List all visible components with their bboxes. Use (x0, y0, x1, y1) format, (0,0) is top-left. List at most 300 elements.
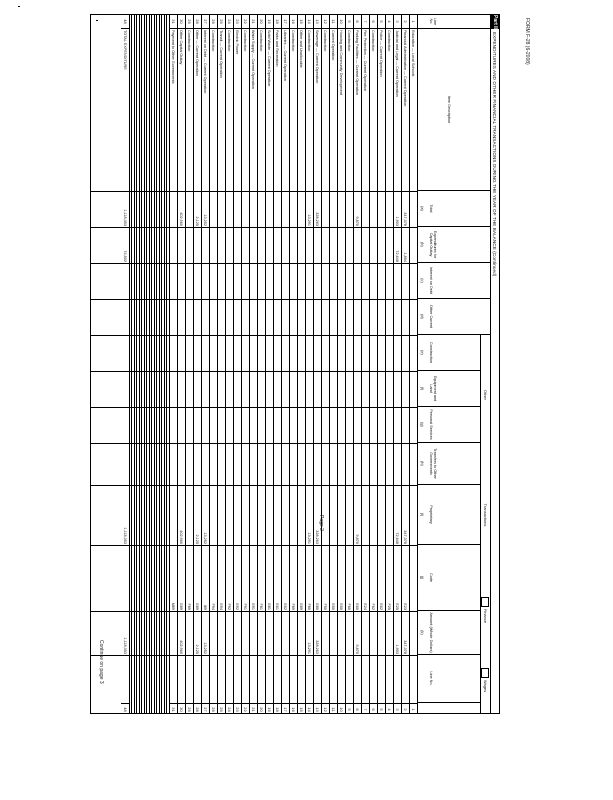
cell-a[interactable]: 402,960 (179, 212, 183, 226)
checkbox-wages[interactable] (481, 668, 489, 678)
cell-j[interactable]: E23 (403, 603, 407, 610)
blank-row (155, 15, 158, 714)
cell-j[interactable]: F94 (211, 603, 215, 610)
cell-c[interactable] (249, 263, 257, 299)
item-description: Construction (307, 30, 311, 52)
item-description: Transit — Current Operation (219, 30, 223, 78)
cell-i[interactable]: 13,291 (307, 532, 311, 544)
cell-c[interactable] (329, 263, 337, 299)
cell-b[interactable] (193, 227, 201, 263)
scan-mark (18, 6, 20, 7)
cell-j[interactable]: F80 (307, 603, 311, 610)
cell-j[interactable]: F25 (387, 603, 391, 610)
cell-a[interactable] (249, 191, 257, 227)
right-line-number: 5 (377, 703, 385, 714)
cell-i[interactable] (385, 485, 393, 545)
cell-k[interactable] (281, 611, 289, 655)
cell-b[interactable] (385, 227, 393, 263)
cell-j[interactable]: E94 (219, 603, 223, 610)
cell-a[interactable] (225, 191, 233, 227)
cell-c[interactable] (409, 263, 417, 299)
cell-b[interactable] (361, 227, 369, 263)
cell-c[interactable] (169, 263, 177, 299)
table-row (370, 15, 378, 714)
cell-a[interactable] (377, 191, 385, 227)
cell-c[interactable] (385, 263, 393, 299)
line-number: 30 (177, 15, 185, 29)
cell-k[interactable]: 2,125 (195, 644, 199, 654)
cell-c[interactable] (345, 263, 353, 299)
cell-c[interactable] (393, 263, 401, 299)
cell-i[interactable] (377, 485, 385, 545)
cell-k[interactable] (257, 611, 265, 655)
cell-k[interactable] (289, 611, 297, 655)
cell-b[interactable] (265, 227, 273, 263)
cell-a[interactable]: 2,125 (195, 216, 199, 226)
item-description: Housing and Community Development (339, 30, 343, 96)
table-row (282, 15, 290, 714)
cell-j[interactable]: F89 (291, 603, 295, 610)
cell-i[interactable] (329, 485, 337, 545)
blank-row (160, 15, 163, 714)
cell-k[interactable] (225, 611, 233, 655)
table-row (242, 15, 250, 714)
right-line-number: 11 (329, 703, 337, 714)
cell-i[interactable] (233, 485, 241, 545)
cell-b[interactable]: 1,854 (403, 252, 407, 262)
cell-b[interactable] (273, 227, 281, 263)
cell-c[interactable] (281, 263, 289, 299)
table-row (218, 15, 226, 714)
cell-a[interactable] (297, 191, 305, 227)
cell-j[interactable]: I89 (203, 604, 207, 610)
cell-k[interactable]: 13,291 (307, 642, 311, 654)
cell-c[interactable] (305, 263, 313, 299)
cell-b[interactable] (321, 227, 329, 263)
cell-b[interactable] (177, 227, 185, 263)
cell-j[interactable]: E24 (363, 603, 367, 610)
cell-i[interactable]: 402,960 (179, 530, 183, 544)
cell-k[interactable] (209, 611, 217, 655)
right-line-number: 8 (353, 703, 361, 714)
item-description: Interest on Debt — Current Operation (203, 30, 207, 94)
cell-j[interactable]: F50 (323, 603, 327, 610)
cell-a[interactable] (265, 191, 273, 227)
cell-b[interactable] (329, 227, 337, 263)
checkbox-finance[interactable] (481, 597, 489, 607)
cell-c[interactable] (121, 263, 129, 299)
cell-j[interactable]: F81 (259, 603, 263, 610)
cell-b[interactable] (297, 227, 305, 263)
cell-c[interactable] (265, 263, 273, 299)
cell-i[interactable] (289, 485, 297, 545)
column-header: Total (a) (418, 191, 490, 227)
blank-row (158, 15, 161, 714)
cell-k[interactable] (321, 611, 329, 655)
right-line-number: 26 (209, 703, 217, 714)
item-description: Construction (323, 30, 327, 52)
cell-k[interactable]: 402,960 (179, 640, 183, 654)
table-row (338, 15, 346, 714)
cell-k[interactable] (273, 611, 281, 655)
cell-a[interactable] (345, 191, 353, 227)
item-description: Solid Waste — Current Operation (267, 30, 271, 87)
cell-b[interactable] (201, 227, 209, 263)
cell-a[interactable]: 9,870 (355, 216, 359, 226)
cell-a[interactable] (169, 191, 177, 227)
cell-j[interactable]: E61 (275, 603, 279, 610)
cell-c[interactable] (377, 263, 385, 299)
line-number: 3 (393, 15, 401, 29)
right-line-number: 29 (185, 703, 193, 714)
cell-c[interactable] (217, 263, 225, 299)
cell-i[interactable]: 9,870 (355, 534, 359, 544)
line-number: 26 (209, 15, 217, 29)
right-line-number: 23 (233, 703, 241, 714)
cell-i[interactable] (345, 485, 353, 545)
cell-a[interactable] (233, 191, 241, 227)
item-description: Construction (371, 30, 375, 52)
cell-j[interactable]: F92 (227, 603, 231, 610)
blank-row (143, 15, 146, 714)
cell-i[interactable] (273, 485, 281, 545)
line-number: 13 (313, 15, 321, 29)
cell-b[interactable] (233, 227, 241, 263)
line-number: 2 (401, 15, 409, 29)
cell-c[interactable] (369, 263, 377, 299)
right-line-number: 17 (281, 703, 289, 714)
cell-i[interactable] (209, 485, 217, 545)
cell-j[interactable]: E52 (283, 603, 287, 610)
cell-j[interactable]: E89 (299, 603, 303, 610)
line-number: 21 (249, 15, 257, 29)
cell-b[interactable] (185, 227, 193, 263)
form-header-bar (491, 14, 500, 714)
cell-b[interactable] (257, 227, 265, 263)
right-line-number: 21 (249, 703, 257, 714)
cell-k[interactable] (185, 611, 193, 655)
cell-i[interactable]: 2,125 (195, 534, 199, 544)
cell-i[interactable]: 328,263 (315, 530, 319, 544)
cell-k[interactable] (377, 611, 385, 655)
cell-k[interactable]: 9,870 (355, 644, 359, 654)
cell-i[interactable]: 347,378 (403, 530, 407, 544)
item-description: Police — Current Operation (379, 30, 383, 77)
cell-a[interactable] (281, 191, 289, 227)
form-title: EXPENDITURES AND OTHER FINANCIAL TRANSACTIONS DURING THE YEAR OF THE BALANCE (Continued) (492, 32, 497, 277)
cell-b[interactable] (377, 227, 385, 263)
cell-j[interactable]: F89 (187, 603, 191, 610)
cell-b[interactable] (225, 227, 233, 263)
cell-b[interactable] (209, 227, 217, 263)
cell-k[interactable]: 1,903 (395, 644, 399, 654)
right-line-number: 15 (297, 703, 305, 714)
cell-k[interactable]: 1,118,353 (123, 637, 127, 654)
table-row (290, 15, 298, 714)
cell-i[interactable] (281, 485, 289, 545)
table-row (386, 15, 394, 714)
cell-a[interactable] (321, 191, 329, 227)
cell-c[interactable] (289, 263, 297, 299)
cell-i[interactable]: 72,648 (395, 532, 399, 544)
item-description: Current Operation (331, 30, 335, 61)
cell-i[interactable] (185, 485, 193, 545)
item-description-header: Item Description (418, 29, 490, 191)
cell-j[interactable]: E81 (267, 603, 271, 610)
cell-c[interactable] (313, 263, 321, 299)
cell-c[interactable] (297, 263, 305, 299)
item-description: Construction (259, 30, 263, 52)
cell-j[interactable]: F62 (371, 603, 375, 610)
cell-a[interactable] (209, 191, 217, 227)
cell-a[interactable] (329, 191, 337, 227)
cell-j[interactable]: F60 (347, 603, 351, 610)
line-no-header: Line No. (418, 15, 490, 29)
table-row (210, 15, 218, 714)
cell-c[interactable] (401, 263, 409, 299)
cell-a[interactable]: 13,291 (307, 214, 311, 226)
right-line-number: 20 (257, 703, 265, 714)
cell-c[interactable] (361, 263, 369, 299)
cell-j[interactable]: G89 (179, 602, 183, 610)
table-row (226, 15, 234, 714)
right-line-number: 24 (225, 703, 233, 714)
line-number: 1 (409, 15, 417, 29)
right-line-number: 6 (369, 703, 377, 714)
column-rule (91, 227, 418, 228)
cell-b[interactable] (305, 227, 313, 263)
cell-i[interactable] (257, 485, 265, 545)
column-header: Interest on Debt (c) (418, 263, 490, 299)
item-description: Fire Protection — Current Operation (363, 30, 367, 91)
blank-row (150, 15, 153, 714)
column-header: Code (j) (418, 545, 480, 611)
cell-i[interactable] (337, 485, 345, 545)
line-number: 31 (169, 15, 177, 29)
column-header: Amount (Whole Dollars) (k) (418, 611, 480, 655)
cell-a[interactable] (361, 191, 369, 227)
rotated-form-viewport (90, 14, 500, 714)
table-row (186, 15, 194, 714)
table-row (410, 15, 418, 714)
cell-b[interactable] (345, 227, 353, 263)
group-label-other: Other (480, 335, 490, 455)
cell-i[interactable] (169, 485, 177, 545)
cell-c[interactable] (177, 263, 185, 299)
line-number: 7 (361, 15, 369, 29)
line-number: 14 (305, 15, 313, 29)
line-number: 5 (377, 15, 385, 29)
cell-b[interactable]: 74,502 (123, 250, 127, 262)
cell-b[interactable] (369, 227, 377, 263)
cell-a[interactable] (185, 191, 193, 227)
blank-row (168, 15, 171, 714)
cell-i[interactable] (265, 485, 273, 545)
cell-j[interactable]: E91 (251, 603, 255, 610)
group-label-transactions: Transactions (480, 455, 490, 575)
cell-i[interactable] (409, 485, 417, 545)
line-number: 18 (273, 15, 281, 29)
cell-a[interactable] (337, 191, 345, 227)
cell-b[interactable] (313, 227, 321, 263)
cell-j[interactable]: E60 (355, 603, 359, 610)
cell-k[interactable]: 13,252 (203, 642, 207, 654)
cell-k[interactable] (217, 611, 225, 655)
line-number: 24 (225, 15, 233, 29)
cell-j[interactable]: E62 (379, 603, 383, 610)
right-line-number: 28 (193, 703, 201, 714)
item-description: Other — Current Operation (195, 30, 199, 76)
column-rule (91, 655, 418, 656)
cell-a[interactable]: 328,263 (315, 212, 319, 226)
right-line-number: 31 (169, 703, 177, 714)
item-description: Construction (211, 30, 215, 52)
right-line-number: 27 (201, 703, 209, 714)
cell-a[interactable] (409, 191, 417, 227)
cell-k[interactable] (369, 611, 377, 655)
cell-k[interactable] (385, 611, 393, 655)
cell-b[interactable] (289, 227, 297, 263)
cell-i[interactable]: 13,252 (203, 532, 207, 544)
column-rule (91, 545, 418, 546)
cell-b[interactable] (217, 227, 225, 263)
cell-a[interactable] (385, 191, 393, 227)
cell-c[interactable] (185, 263, 193, 299)
column-header: Construction (e) (418, 335, 480, 371)
cell-b[interactable] (409, 227, 417, 263)
right-line-number: 10 (337, 703, 345, 714)
cell-k[interactable] (169, 611, 177, 655)
table-row (362, 15, 370, 714)
cell-j[interactable]: M89 (171, 602, 175, 610)
cell-b[interactable] (249, 227, 257, 263)
item-description: Parks and Recreation (275, 30, 279, 67)
cell-c[interactable] (353, 263, 361, 299)
cell-b[interactable] (353, 227, 361, 263)
cell-a[interactable]: 347,378 (403, 212, 407, 226)
column-rule (91, 407, 418, 408)
cell-i[interactable] (297, 485, 305, 545)
cell-i[interactable] (361, 485, 369, 545)
item-description: Construction (227, 30, 231, 52)
cell-k[interactable] (249, 611, 257, 655)
cell-c[interactable] (193, 263, 201, 299)
line-number: 48 (121, 15, 129, 29)
cell-k[interactable] (241, 611, 249, 655)
cell-i[interactable] (225, 485, 233, 545)
item-description: Construction (187, 30, 191, 52)
table-row (298, 15, 306, 714)
cell-j[interactable]: F91 (243, 603, 247, 610)
cell-a[interactable]: 1,118,353 (123, 209, 127, 226)
cell-b[interactable] (169, 227, 177, 263)
table-row (322, 15, 330, 714)
cell-j[interactable]: E50 (339, 603, 343, 610)
cell-a[interactable] (217, 191, 225, 227)
cell-k[interactable] (361, 611, 369, 655)
cell-b[interactable]: 72,648 (395, 250, 399, 262)
cell-c[interactable] (209, 263, 217, 299)
cell-k[interactable] (345, 611, 353, 655)
cell-j[interactable]: E80 (315, 603, 319, 610)
line-number: 20 (257, 15, 265, 29)
table-row (266, 15, 274, 714)
footer-page-number: Page 2 (318, 515, 324, 531)
line-number: 25 (217, 15, 225, 29)
column-header: Expenditures for Capital Outlay (b) (418, 227, 490, 263)
expenditure-table (90, 14, 491, 714)
cell-j[interactable] (409, 545, 417, 611)
cell-i[interactable] (241, 485, 249, 545)
right-line-number: 14 (305, 703, 313, 714)
column-header: Line No. (418, 655, 480, 703)
cell-i[interactable] (249, 485, 257, 545)
line-number: 6 (369, 15, 377, 29)
cell-a[interactable]: 1,903 (395, 216, 399, 226)
scan-mark (96, 20, 98, 21)
line-number: 23 (233, 15, 241, 29)
cell-k[interactable]: 347,378 (403, 640, 407, 654)
cell-j[interactable]: E92 (235, 603, 239, 610)
item-description: Electric Power (235, 30, 239, 55)
cell-j[interactable]: E25 (395, 603, 399, 610)
cell-a[interactable] (369, 191, 377, 227)
cell-i[interactable]: 1,118,353 (123, 527, 127, 544)
cell-c[interactable] (321, 263, 329, 299)
cell-a[interactable] (241, 191, 249, 227)
cell-k[interactable] (329, 611, 337, 655)
cell-a[interactable] (273, 191, 281, 227)
total-row (122, 15, 130, 714)
cell-i[interactable] (217, 485, 225, 545)
line-number: 8 (353, 15, 361, 29)
right-line-number: 48 (121, 703, 129, 714)
cell-k[interactable] (297, 611, 305, 655)
cell-c[interactable] (233, 263, 241, 299)
line-number: 22 (241, 15, 249, 29)
cell-a[interactable]: 13,252 (203, 214, 207, 226)
cell-k[interactable] (409, 611, 417, 655)
cell-k[interactable]: 328,263 (315, 640, 319, 654)
column-rule (91, 263, 418, 264)
cell-c[interactable] (257, 263, 265, 299)
line-number: 10 (337, 15, 345, 29)
line-number: 9 (345, 15, 353, 29)
cell-b[interactable] (281, 227, 289, 263)
cell-c[interactable] (273, 263, 281, 299)
right-line-number: 16 (289, 703, 297, 714)
column-rule (91, 485, 418, 486)
cell-c[interactable] (201, 263, 209, 299)
table-row (274, 15, 282, 714)
cell-k[interactable] (337, 611, 345, 655)
cell-c[interactable] (241, 263, 249, 299)
cell-a[interactable] (289, 191, 297, 227)
cell-j[interactable]: E50 (331, 603, 335, 610)
expenditure-form (90, 14, 500, 714)
cell-b[interactable] (241, 227, 249, 263)
cell-a[interactable] (257, 191, 265, 227)
cell-b[interactable] (337, 227, 345, 263)
table-row (258, 15, 266, 714)
cell-k[interactable] (265, 611, 273, 655)
item-description: Construction (347, 30, 351, 52)
cell-j[interactable]: E89 (195, 603, 199, 610)
cell-c[interactable] (225, 263, 233, 299)
cell-c[interactable] (337, 263, 345, 299)
cell-k[interactable] (233, 611, 241, 655)
cell-i[interactable] (369, 485, 377, 545)
